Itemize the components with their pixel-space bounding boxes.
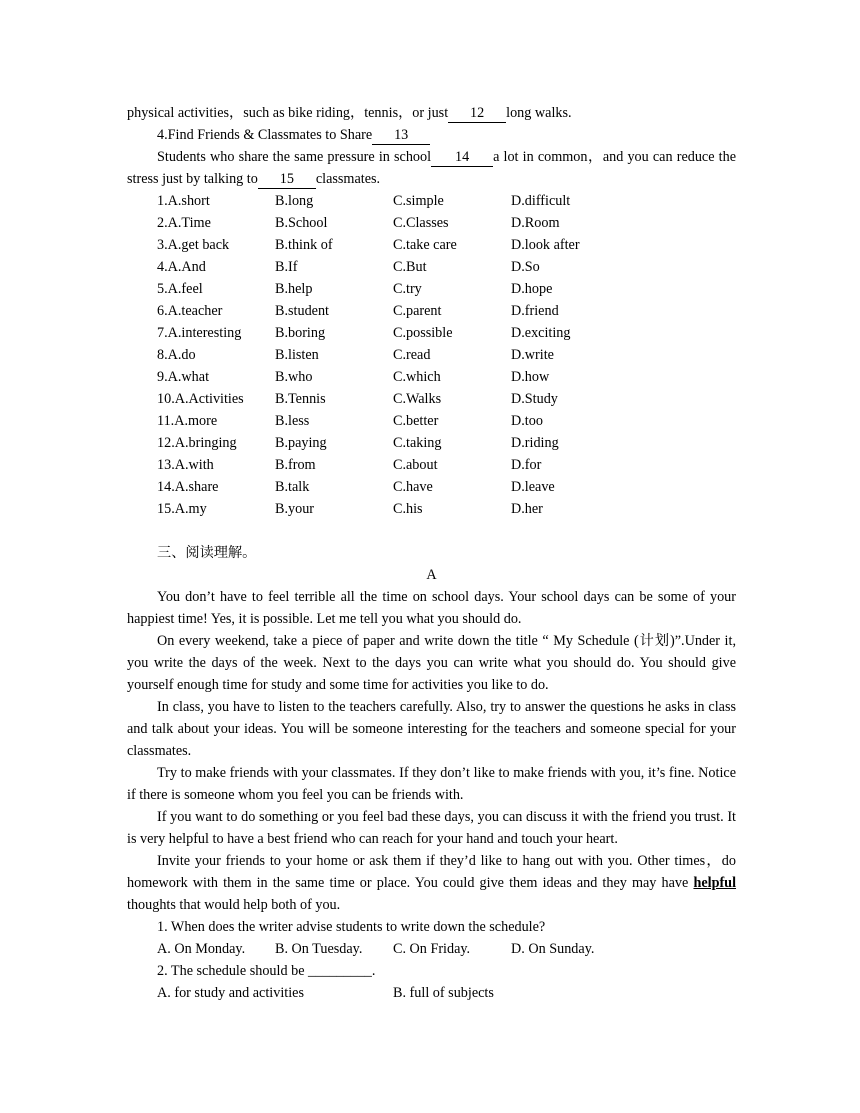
paragraph (127, 586, 736, 630)
option: C.Classes (393, 215, 449, 231)
option: C.about (393, 457, 438, 473)
question-stem: 1. When does the writer advise students to write down the schedule? (157, 919, 546, 935)
option: 6.A.teacher (157, 303, 223, 319)
option: B.student (275, 303, 329, 319)
text-fragment: On every weekend, take a piece of paper and write down the title “ My Schedule (计划)”.Under it, you write the days of the week. Next to the days you can write what you should do. You should give yourself enough time for study and some time for activities you like to do. (127, 633, 736, 693)
paragraph (127, 806, 736, 850)
option: B.Tennis (275, 391, 326, 407)
option: C. On Friday. (393, 941, 471, 957)
text-fragment: If you want to do something or you feel bad these days, you can discuss it with the friend you trust. It is very helpful to have a best friend who can reach for your hand and touch your heart. (127, 809, 736, 847)
text-fragment: Students who share the same pressure in school (157, 149, 432, 165)
option: C.parent (393, 303, 442, 319)
option-row (127, 388, 736, 410)
answer-blank: 12 (448, 105, 506, 123)
answer-blank: 14 (431, 149, 493, 167)
option: D.So (511, 259, 540, 275)
option: B.who (275, 369, 313, 385)
passage (127, 586, 736, 850)
question-options (127, 982, 736, 1004)
option: D.Study (511, 391, 558, 407)
option: D.write (511, 347, 554, 363)
option: D.her (511, 501, 543, 517)
option: B. On Tuesday. (275, 941, 363, 957)
question-stem: 2. The schedule should be _________. (157, 963, 376, 979)
option: D.too (511, 413, 543, 429)
option-row (127, 344, 736, 366)
paragraph (127, 850, 736, 916)
option-row (127, 498, 736, 520)
document-page (127, 102, 736, 1004)
text-fragment: long walks. (506, 105, 572, 121)
option: D.look after (511, 237, 580, 253)
option: 3.A.get back (157, 237, 230, 253)
option: 2.A.Time (157, 215, 211, 231)
option: B.help (275, 281, 313, 297)
option-row (127, 190, 736, 212)
option: B.If (275, 259, 298, 275)
option: 15.A.my (157, 501, 207, 517)
keyword: helpful (693, 875, 737, 891)
text-fragment: thoughts that would help both of you. (127, 897, 341, 913)
option: 9.A.what (157, 369, 210, 385)
option: 7.A.interesting (157, 325, 242, 341)
text-line (127, 102, 736, 124)
option: D.riding (511, 435, 559, 451)
text-fragment: a lot in common，and you can reduce the stress just by talking to (127, 149, 736, 187)
option: B. full of subjects (393, 985, 494, 1001)
text-fragment: physical activities，such as bike riding，tennis，or just (127, 105, 449, 121)
option: D.friend (511, 303, 559, 319)
option: D.Room (511, 215, 560, 231)
option: C.try (393, 281, 422, 297)
option: B.long (275, 193, 314, 209)
answer-blank: 15 (258, 171, 316, 189)
option: C.possible (393, 325, 453, 341)
option: B.listen (275, 347, 319, 363)
text-fragment: You don’t have to feel terrible all the time on school days. Your school days can be some of your happiest time! Yes, it is possible. Let me tell you what you should do. (127, 589, 736, 627)
text-fragment: Invite your friends to your home or ask them if they’d like to hang out with you. Other times，do homework with them in the same time or place. You could give them ideas and they may have (127, 853, 736, 891)
option-row (127, 476, 736, 498)
option: B.your (275, 501, 315, 517)
option: D.difficult (511, 193, 571, 209)
text-fragment: 4.Find Friends & Classmates to Share (157, 127, 373, 143)
option: 12.A.bringing (157, 435, 237, 451)
option: C.But (393, 259, 427, 275)
option: C.simple (393, 193, 444, 209)
option: B.School (275, 215, 328, 231)
option: B.boring (275, 325, 326, 341)
option: B.less (275, 413, 310, 429)
subheading (127, 124, 736, 146)
text-fragment: Try to make friends with your classmates. If they don’t like to make friends with you, it’s fine. Notice if there is someone whom you feel you can be friends with. (127, 765, 736, 803)
option: 4.A.And (157, 259, 206, 275)
option-row (127, 300, 736, 322)
paragraph (127, 630, 736, 696)
option-row (127, 410, 736, 432)
option-row (127, 366, 736, 388)
option: 1.A.short (157, 193, 210, 209)
answer-blank: 13 (372, 127, 430, 145)
option: D.hope (511, 281, 553, 297)
option: B.talk (275, 479, 310, 495)
section-title: 三、阅读理解。 (157, 545, 257, 561)
option: 5.A.feel (157, 281, 203, 297)
option: 10.A.Activities (157, 391, 244, 407)
option: A. On Monday. (157, 941, 246, 957)
option-row (127, 234, 736, 256)
option-row (127, 322, 736, 344)
option: C.Walks (393, 391, 442, 407)
option: 11.A.more (157, 413, 218, 429)
option: D.exciting (511, 325, 571, 341)
option: C.better (393, 413, 439, 429)
option: C.his (393, 501, 423, 517)
option-row (127, 454, 736, 476)
option-row (127, 212, 736, 234)
option: C.take care (393, 237, 457, 253)
options-list (127, 190, 736, 520)
text-fragment: classmates. (315, 171, 381, 187)
paragraph (127, 696, 736, 762)
option: C.which (393, 369, 441, 385)
option: B.think of (275, 237, 333, 253)
question-options (127, 938, 736, 960)
paragraph (127, 762, 736, 806)
option: C.taking (393, 435, 442, 451)
paragraph (127, 146, 736, 190)
passage-label: A (426, 567, 437, 583)
option-row (127, 256, 736, 278)
option: D.leave (511, 479, 555, 495)
option-row (127, 278, 736, 300)
option: C.have (393, 479, 433, 495)
option: A. for study and activities (157, 985, 304, 1001)
option: 8.A.do (157, 347, 196, 363)
option: C.read (393, 347, 431, 363)
option-row (127, 432, 736, 454)
option: D.how (511, 369, 550, 385)
option: 13.A.with (157, 457, 214, 473)
option: D. On Sunday. (511, 941, 595, 957)
option: B.from (275, 457, 316, 473)
option: D.for (511, 457, 542, 473)
option: B.paying (275, 435, 327, 451)
option: 14.A.share (157, 479, 219, 495)
text-fragment: In class, you have to listen to the teachers carefully. Also, try to answer the questions he asks in class and talk about your ideas. You will be someone interesting for the teachers and someone special for your classmates. (127, 699, 736, 759)
